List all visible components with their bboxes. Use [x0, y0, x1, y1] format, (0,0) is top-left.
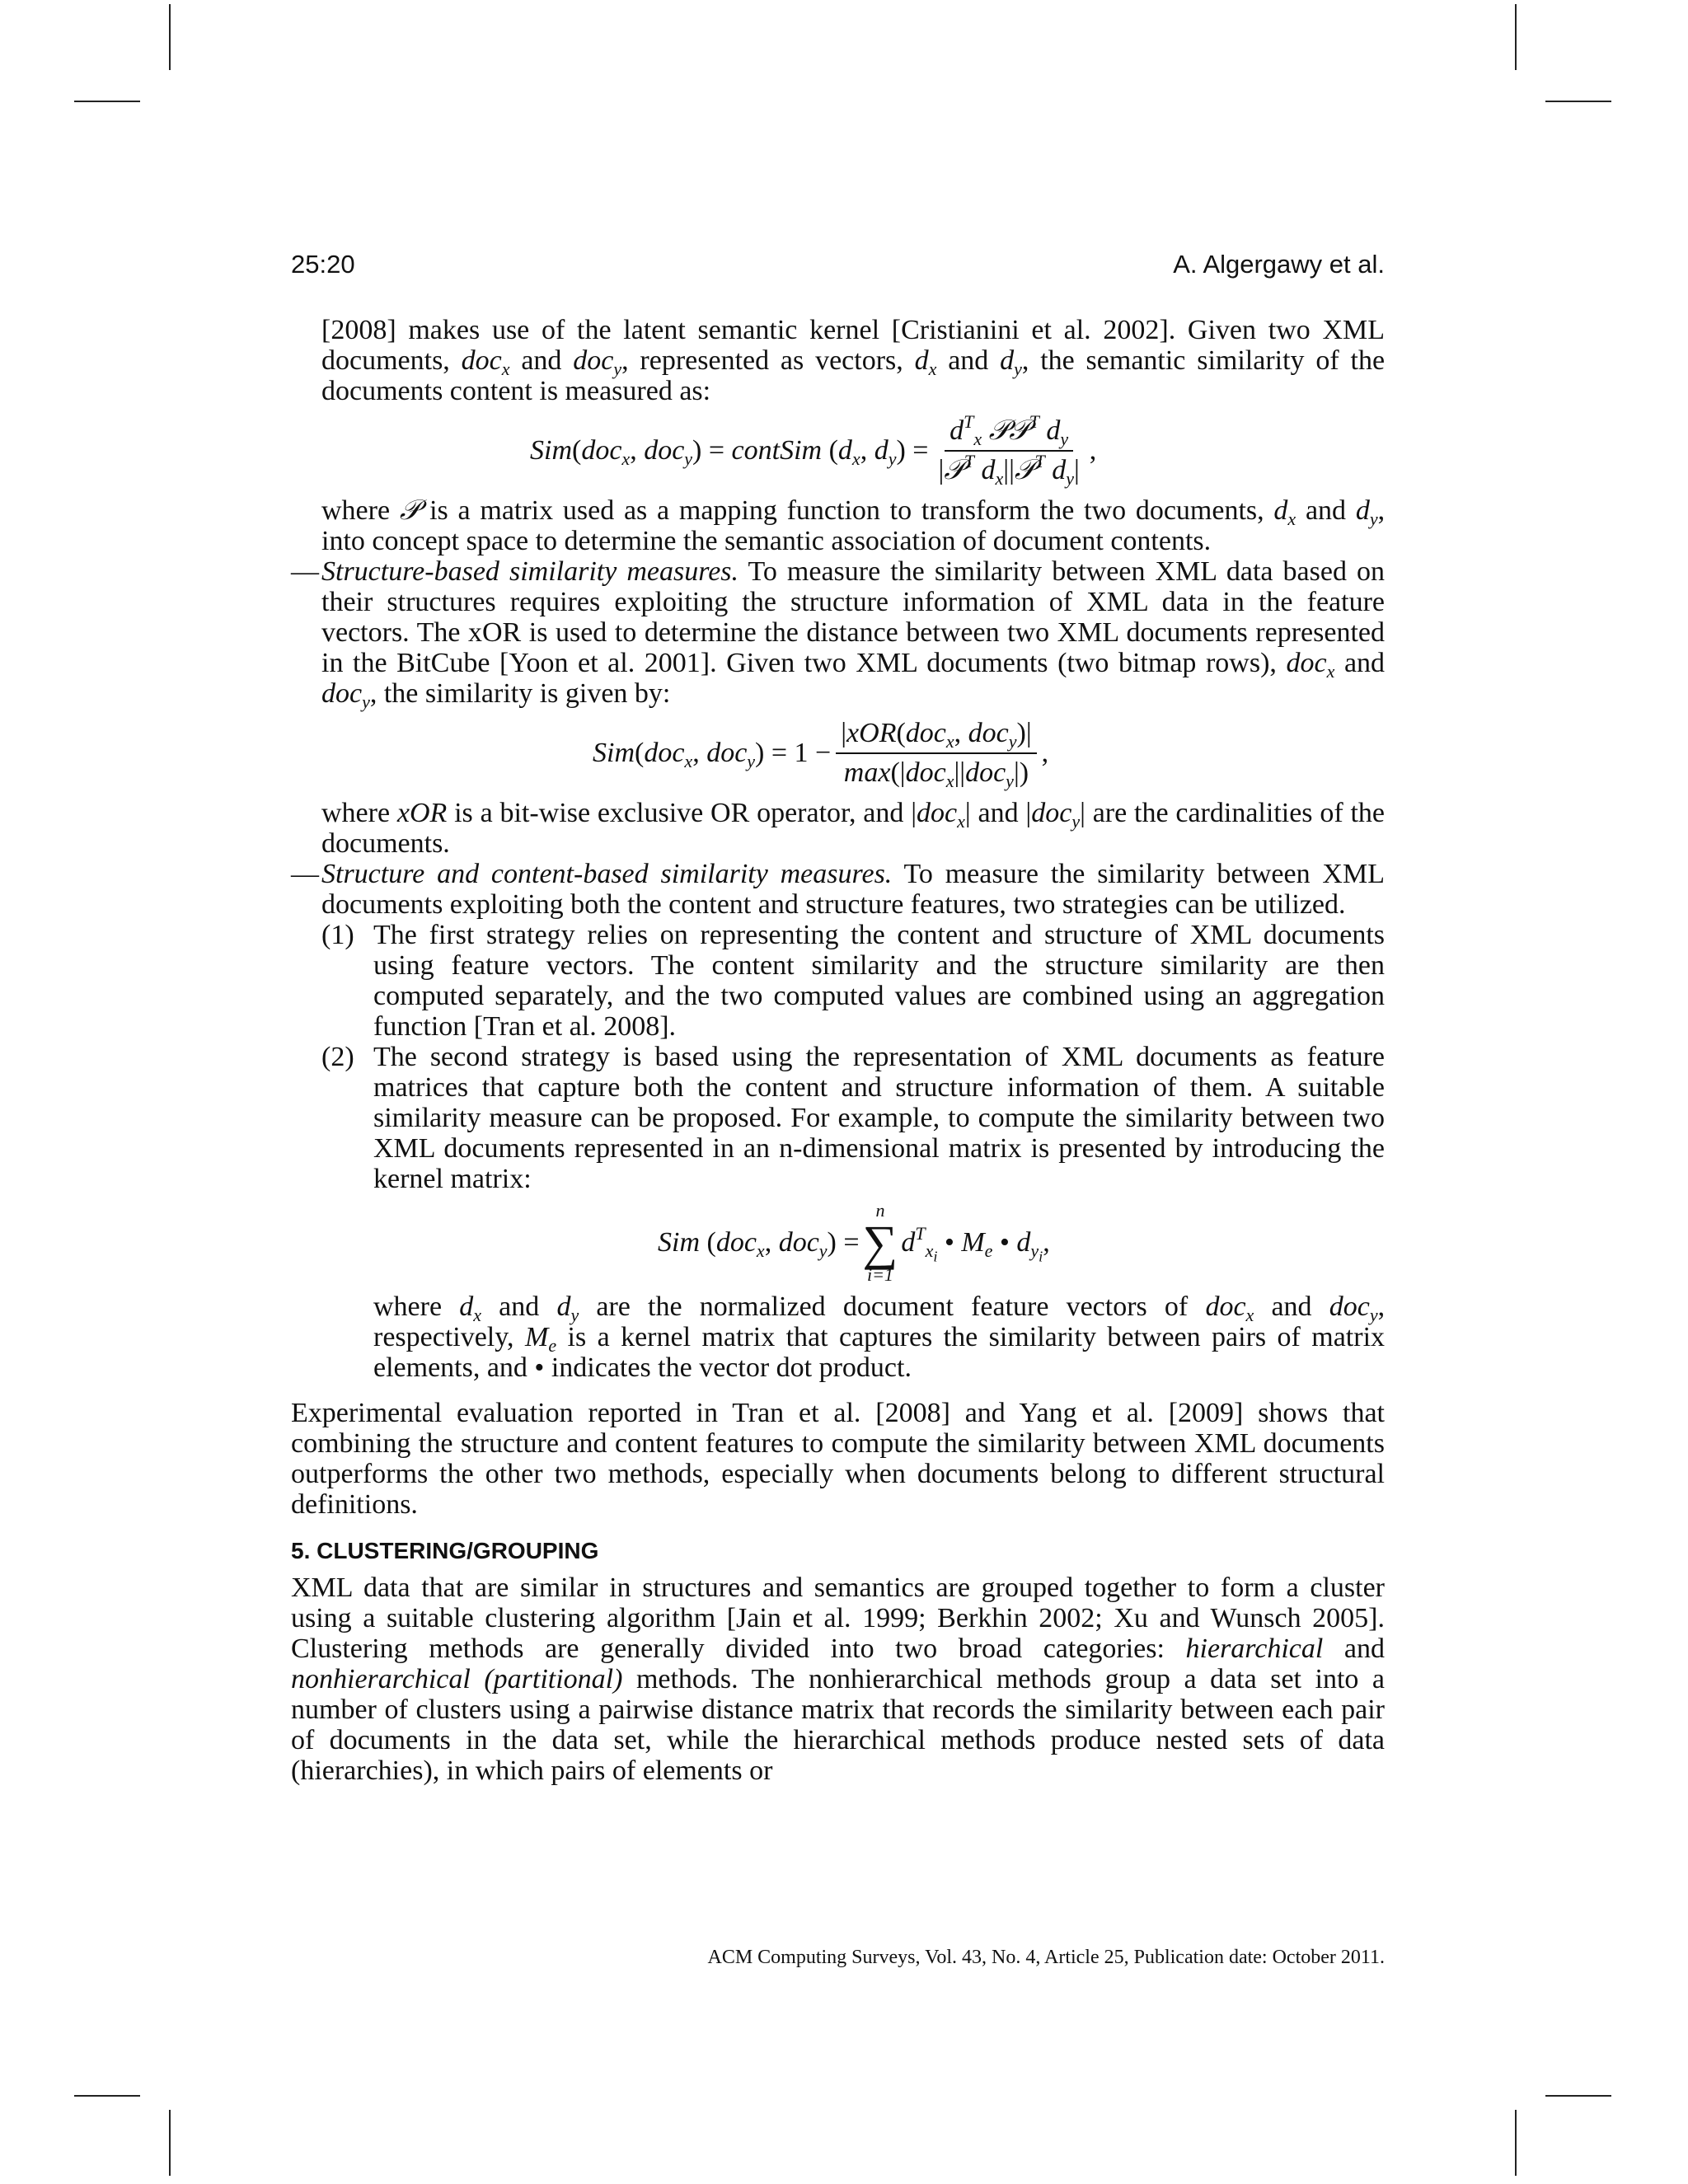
journal-footer: ACM Computing Surveys, Vol. 43, No. 4, Article 25, Publication date: October 2011.	[707, 1947, 1385, 1968]
equation-content-similarity: Sim ( doc$_x$ , doc$_y$ ) = contSim ( $d_x$ , $d_y$ ) = $\frac{d^T_x 𝒫𝒫^T d_y}{|𝒫^T d_x||𝒫^T d_y|}$ ,	[530, 411, 1097, 489]
equation-xor-similarity: Sim ( doc$_x$ , doc$_y$ ) = 1 − $\frac{|xOR(doc_x, doc_y)|}{\max(|doc_x||doc_y|)}$ ,	[593, 718, 1049, 791]
crop-mark	[1515, 2110, 1517, 2176]
page-number: 25:20	[291, 250, 355, 279]
summation-symbol: n ∑ i=1	[862, 1200, 898, 1285]
crop-mark	[169, 4, 171, 70]
crop-mark	[1545, 2095, 1611, 2097]
bullet-dash: —	[291, 556, 319, 587]
running-header	[291, 250, 1385, 286]
experimental-paragraph: Experimental evaluation reported in Tran et al. [2008] and Yang et al. [2009] shows that combining the structure and content features to compute the similarity between XML documents outperforms the other two methods, especially when documents belong to different structural definitions.	[291, 1398, 1385, 1520]
equation-kernel-similarity: Sim ( doc$_x$ , doc$_y$ ) = n ∑ i=1 $d^T_{x_i}$ • $M_e$ • $d_{y_i}$ ,	[658, 1200, 1050, 1285]
bullet-dash: —	[291, 859, 319, 889]
structure-content-bullet: — Structure and content-based similarity measures. To measure the similarity between XML documents exploiting both the content and structure features, two strategies can be utilized.	[291, 859, 1385, 920]
crop-mark	[74, 101, 140, 102]
crop-mark	[169, 2110, 171, 2176]
intro-paragraph: [2008] makes use of the latent semantic kernel [Cristianini et al. 2002]. Given two XML documents, doc$_x$ and doc$_y$, represented as vectors, $d_x$ and $d_y$, the semantic similarity of the documents content is measured as:	[321, 315, 1386, 406]
crop-mark	[1515, 4, 1517, 70]
item-number: (2)	[321, 1042, 354, 1072]
mapping-matrix-paragraph: where 𝒫 is a matrix used as a mapping function to transform the two documents, $d_x$ and $d_y$, into concept space to determine the semantic association of document contents.	[321, 495, 1386, 556]
crop-mark	[1545, 101, 1611, 102]
xor-definition-paragraph: where xOR is a bit-wise exclusive OR operator, and |doc$_x$| and |doc$_y$| are the cardinalities of the documents.	[321, 798, 1386, 859]
page-body	[291, 315, 1385, 1786]
item-number: (1)	[321, 920, 354, 950]
clustering-paragraph: XML data that are similar in structures and semantics are grouped together to form a cluster using a suitable clustering algorithm [Jain et al. 1999; Berkhin 2002; Xu and Wunsch 2005]. Clustering methods are generally divided into two broad categories: hierarchical and nonhierarchical (partitional) methods. The nonhierarchical methods group a data set into a number of clusters using a pairwise distance matrix that records the similarity between each pair of documents in the data set, while the hierarchical methods produce nested sets of data (hierarchies), in which pairs of elements or	[291, 1572, 1386, 1786]
structure-based-bullet: — Structure-based similarity measures. To measure the similarity between XML data based on their structures requires exploiting the structure information of XML data in the feature vectors. The xOR is used to determine the distance between two XML documents represented in the BitCube [Yoon et al. 2001]. Given two XML documents (two bitmap rows), doc$_x$ and doc$_y$, the similarity is given by:	[291, 556, 1386, 712]
section-heading: 5. CLUSTERING/GROUPING	[291, 1538, 599, 1563]
strategy-item-1: (1) The first strategy relies on representing the content and structure of XML documents using feature vectors. The content similarity and the structure similarity are then computed separately, and the two computed values are combined using an aggregation function [Tran et al. 2008].	[321, 920, 1385, 1042]
crop-mark	[74, 2095, 140, 2097]
kernel-definition-paragraph: where $d_x$ and $d_y$ are the normalized document feature vectors of doc$_x$ and doc$_y$, respectively, $M_e$ is a kernel matrix that captures the similarity between pairs of matrix elements, and • indicates the vector dot product.	[373, 1291, 1386, 1383]
strategy-item-2: (2) The second strategy is based using the representation of XML documents as feature matrices that capture both the content and structure information of them. A suitable similarity measure can be proposed. For example, to compute the similarity between two XML documents represented in an n-dimensional matrix is presented by introducing the kernel matrix:	[321, 1042, 1385, 1194]
author-line: A. Algergawy et al.	[1173, 250, 1385, 279]
